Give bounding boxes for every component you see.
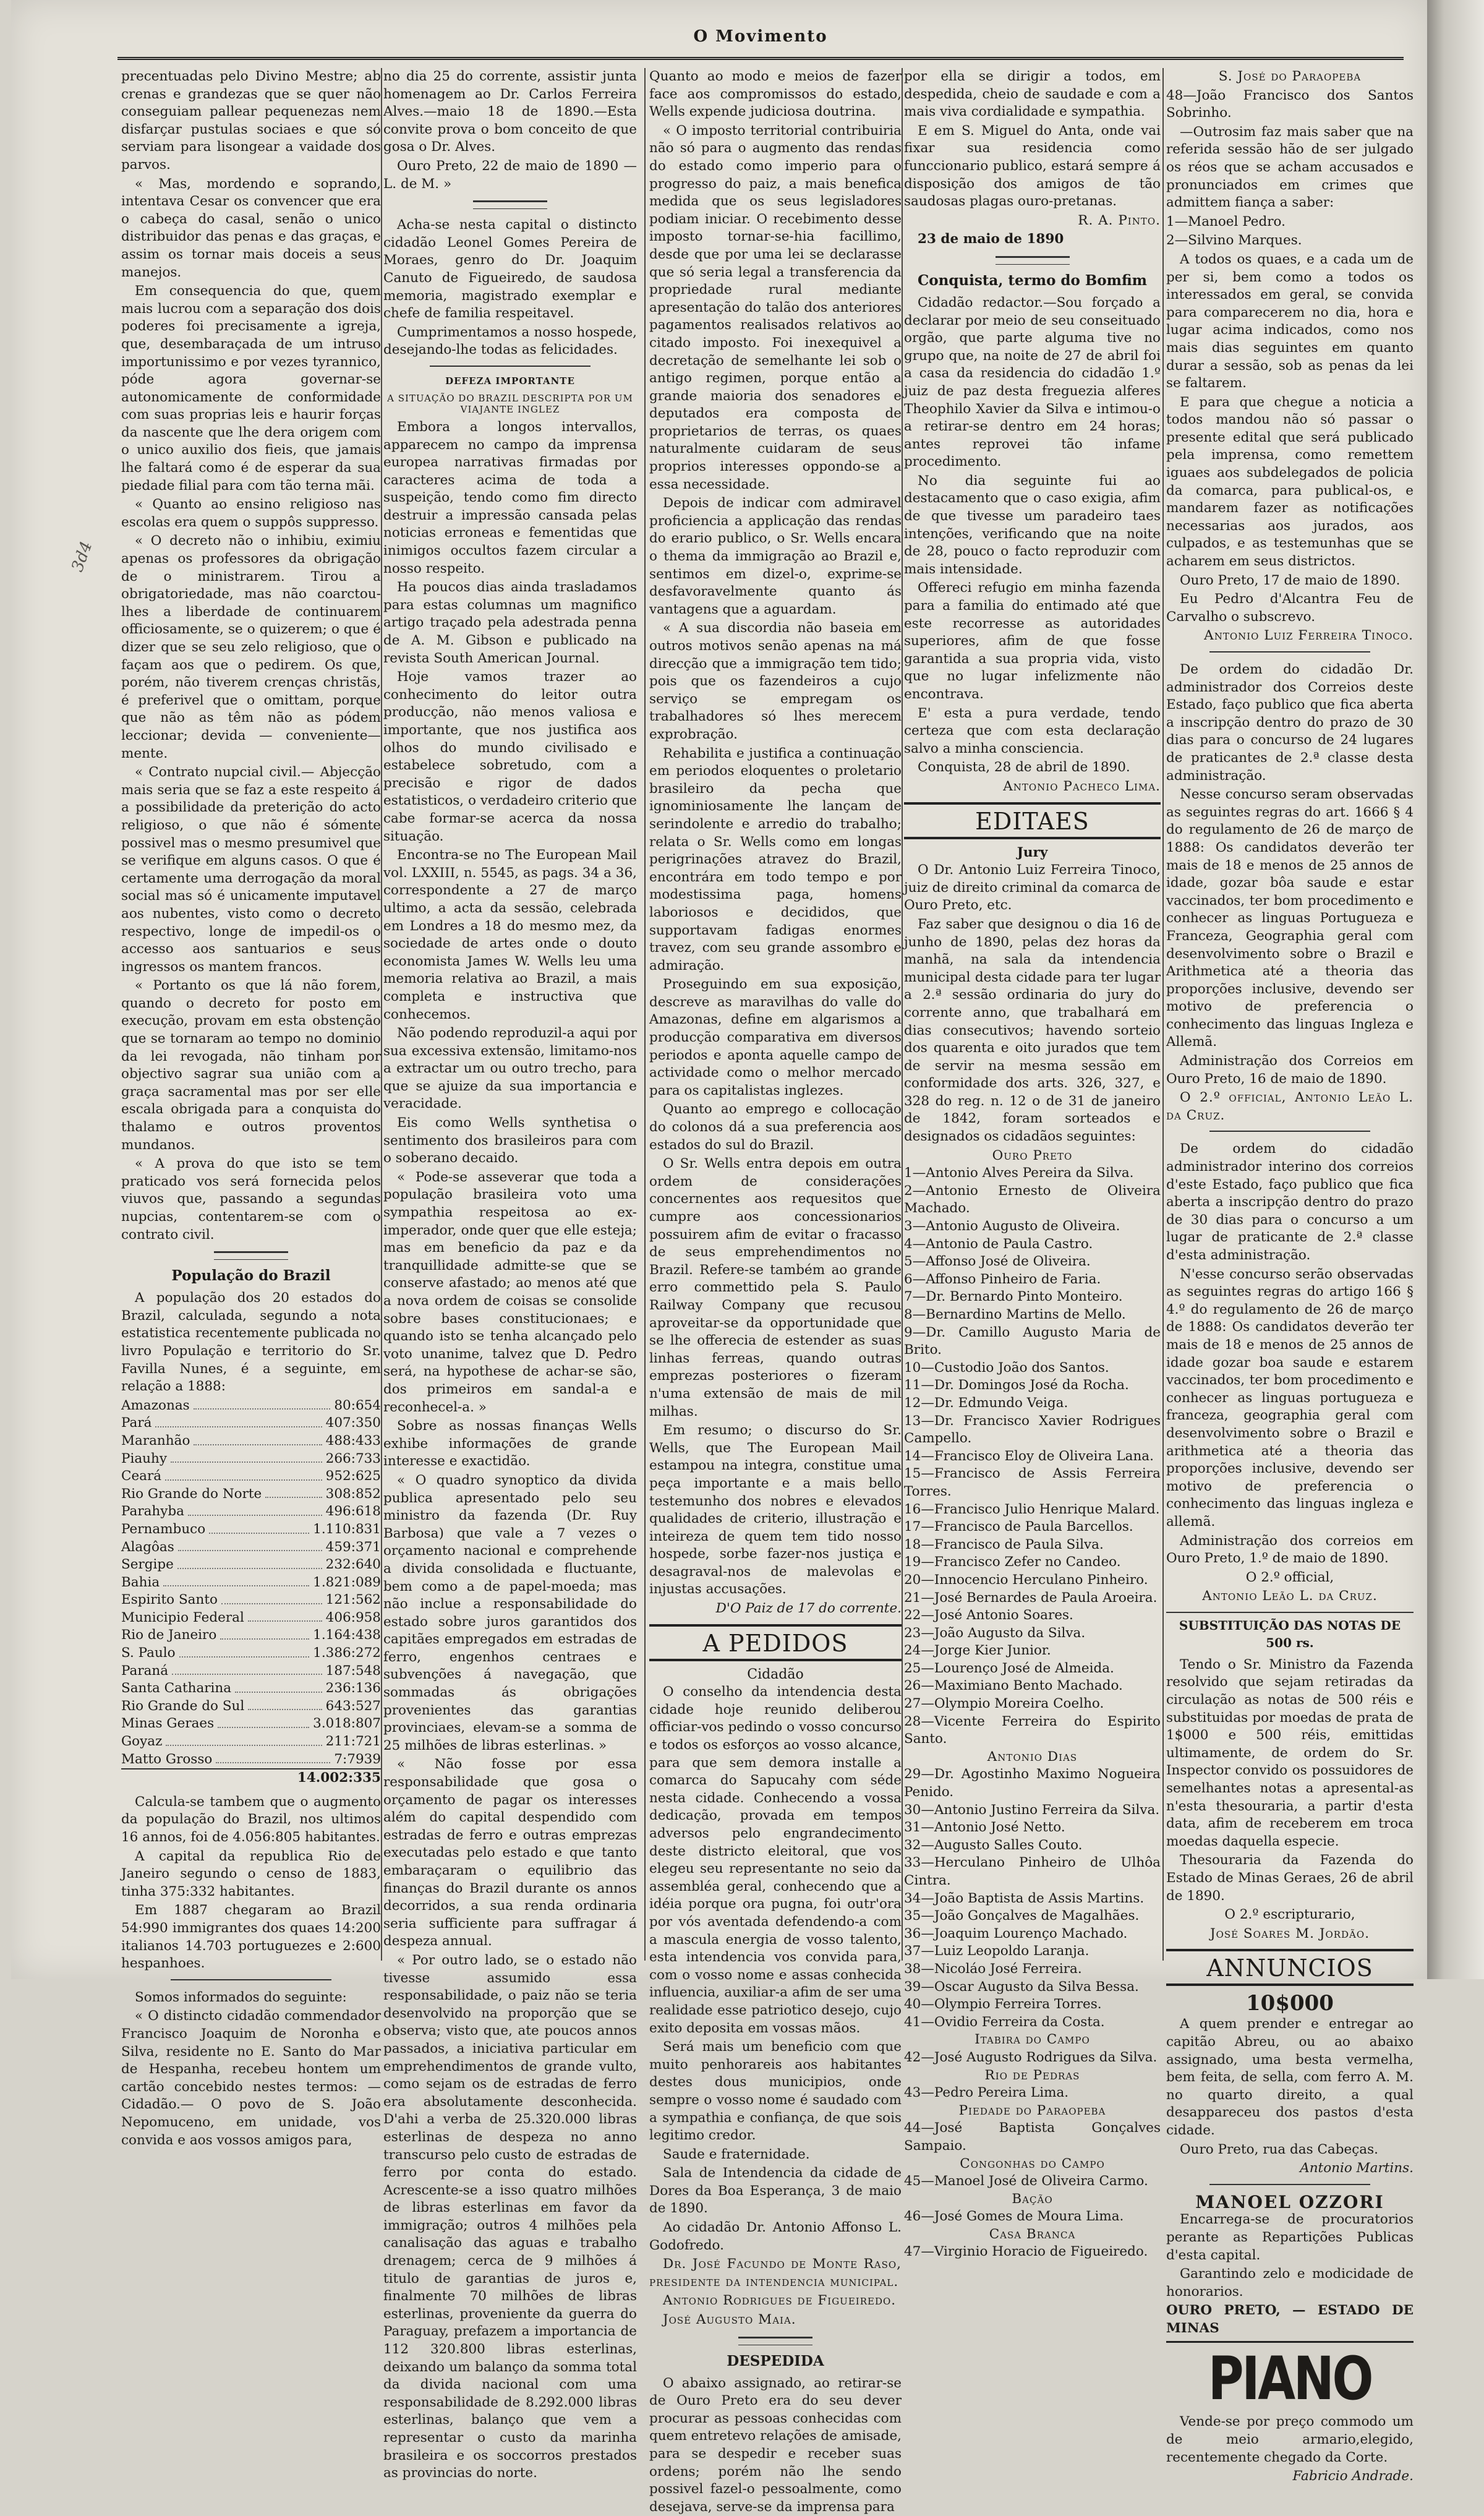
defeza-heading: DEFEZA IMPORTANTE	[445, 375, 575, 387]
leader-dots	[209, 1521, 309, 1534]
paragraph: « Não fosse por essa responsabilidade que gosa o orçamento de pagar os interesses além do capital despendido com estradas de ferro e outras emprezas executadas pelo estado e que tanto embaraçaram o equilibrio das finanças do Brazil durante os annos decorridos, a sua renda ordinaria seria sufficiente para suffragar á despeza annual.	[383, 1756, 637, 1949]
masthead-title: O Movimento	[693, 27, 828, 46]
signature: Fabricio Andrade.	[1292, 2468, 1414, 2484]
district-heading: S. José do Paraopeba	[1218, 69, 1362, 84]
state-value: 496:618	[325, 1504, 381, 1520]
apedidos-heading: A PEDIDOS	[649, 1624, 902, 1661]
paragraph: Calcula-se tambem que o augmento da população do Brazil, nos ultimos 16 annos, foi de 4.056:805 habitantes.	[121, 1794, 381, 1845]
paragraph: Ouro Preto, 17 de maio de 1890.	[1180, 572, 1401, 588]
population-total: 14.002:335	[121, 1768, 381, 1787]
state-value: 308:852	[325, 1486, 381, 1502]
editaes-heading: EDITAES	[904, 802, 1161, 839]
state-value: 1.821:089	[313, 1574, 381, 1590]
paragraph: Ouro Preto, rua das Cabeças.	[1180, 2141, 1378, 2157]
state-name: Minas Geraes	[121, 1716, 215, 1732]
district-heading: Casa Branca	[989, 2226, 1076, 2242]
leader-dots	[248, 1609, 322, 1622]
list-item: 1—Manoel Pedro.	[1166, 213, 1286, 229]
ornament-divider	[738, 2337, 812, 2345]
ornament-divider	[996, 256, 1070, 265]
paragraph: O Dr. Antonio Luiz Ferreira Tinoco, juiz de direito criminal da comarca de Ouro Preto, etc.	[904, 862, 1161, 914]
table-row	[121, 1715, 381, 1733]
list-item: 24—Jorge Kier Junior.	[904, 1643, 1051, 1659]
paragraph: Acha-se nesta capital o distincto cidadão Leonel Gomes Pereira de Moraes, genro do Dr. Joaquim Canuto de Figueiredo, de saudosa memoria, magistrado exemplar e chefe de familia respeitavel.	[383, 217, 637, 322]
state-value: 232:640	[325, 1557, 381, 1573]
district-heading: Rio de Pedras	[984, 2067, 1080, 2083]
state-value: 488:433	[325, 1432, 381, 1448]
column-1	[121, 68, 381, 2148]
paragraph: E' esta a pura verdade, tendo certeza que com esta declaração salvo a minha consciencia.	[904, 705, 1161, 756]
juror-list	[904, 1766, 1161, 2031]
list-item: 23—João Augusto da Silva.	[904, 1625, 1086, 1641]
paragraph: « O quadro synoptico da divida publica apresentado pelo seu ministro da fazenda (Dr. Ruy Barbosa) que vale a 7 vezes o orçamento nacional e comprehende a divida consolidada e fluctuante, bem como a de papel-moeda; mas não inclue a responsabilidade do estado sobre juros garantidos dos capitães empregados em estradas de ferro, engenhos centraes e subvenções á navegação, que sommadas ás obrigações provenientes das garantias provinciaes, elevam-se a somma de 25 milhões de libras esterlinas. »	[383, 1472, 637, 1753]
state-name: Paraná	[121, 1662, 169, 1679]
table-row	[121, 1539, 381, 1557]
table-row	[121, 1680, 381, 1698]
list-item: 27—Olympio Moreira Coelho.	[904, 1696, 1104, 1712]
state-value: 3.018:807	[313, 1716, 381, 1732]
table-row	[121, 1645, 381, 1662]
masthead-rule	[117, 57, 1404, 60]
state-value: 407:350	[325, 1415, 381, 1431]
list-item: 43—Pedro Pereira Lima.	[904, 2085, 1069, 2101]
list-item: 6—Affonso Pinheiro de Faria.	[904, 1271, 1101, 1287]
column-3	[649, 68, 902, 2515]
signature: O 2.º escripturario,	[1224, 1907, 1355, 1923]
list-item: 17—Francisco de Paula Barcellos.	[904, 1519, 1133, 1535]
paragraph: Encarrega-se de procuratorios perante as Repartições Publicas d'esta capital.	[1166, 2212, 1414, 2263]
signature: O 2.º official,	[1245, 1569, 1334, 1585]
state-name: Rio de Janeiro	[121, 1627, 217, 1643]
column-2	[383, 68, 637, 2481]
district-heading: Itabira do Campo	[974, 2032, 1090, 2048]
list-item: 34—João Baptista de Assis Martins.	[904, 1890, 1145, 1906]
table-row	[121, 1627, 381, 1645]
leader-dots	[166, 1733, 322, 1746]
leader-dots	[220, 1627, 309, 1640]
state-name: Sergipe	[121, 1557, 174, 1573]
state-value: 80:654	[334, 1397, 381, 1413]
paragraph: « O decreto não o inhibiu, eximiu apenas os professores da obrigação de o ministrarem. Tirou a obrigatoriedade, mas não coarctou-lhes a liberdade de continuarem officiosamente, se o quizerem; o que é dizer que se seu zelo religioso, que o façam aos que o pedirem. Os que, porém, não tiverem crenças christãs, é preferivel que o omittam, porque que não as têm não as pódem leccionar; devida — conveniente—mente.	[121, 533, 381, 761]
list-item: 41—Ovidio Ferreira da Costa.	[904, 2014, 1105, 2030]
table-row	[121, 1468, 381, 1486]
state-name: Rio Grande do Sul	[121, 1698, 245, 1714]
list-item: 7—Dr. Bernardo Pinto Monteiro.	[904, 1289, 1123, 1305]
signature: Antonio Rodrigues de Figueiredo.	[663, 2293, 897, 2309]
paragraph: E em S. Miguel do Anta, onde vai fixar sua residencia como funccionario publico, estará sempre á disposição dos amigos de tão saudosas plagas ouro-pretanas.	[904, 122, 1161, 210]
table-row	[121, 1698, 381, 1716]
table-row	[121, 1556, 381, 1574]
paragraph: Conquista, 28 de abril de 1890.	[918, 760, 1130, 776]
table-row	[121, 1609, 381, 1627]
state-value: 406:958	[325, 1609, 381, 1625]
signature: José Soares M. Jordão.	[1209, 1925, 1370, 1941]
divider	[1209, 651, 1370, 655]
paragraph: « Por outro lado, se o estado não tivesse assumido essa responsabilidade, o paiz não se teria desenvolvido na proporção que se observa; visto que, ate poucos annos passados, a iniciativa particular em emprehendimentos de grande vulto, como sejam os de estradas de ferro era absolutamente desconhecida. D'ahi a verba de 25.320.000 libras esterlinas de despeza no anno transcurso pelo custo de estradas de ferro por conta do estado. Acrescente-se a isso quatro milhões de libras esterlinas em favor da immigração; outros 4 milhões pela canalisação das aguas e trabalho drenagem; cerca de 9 milhões á titulo de garantias de juros e, finalmente 70 milhões de libras esterlinas, proveniente da guerra do Paraguay, prefazem a importancia de 112 320.800 libras esterlinas, deixando um balanço da somma total da divida nacional com uma responsabilidade de 8.292.000 libras esterlinas, balanço que vem a representar o custo da marinha brasileira e os soccorros prestados as provincias do norte.	[383, 1952, 637, 2481]
list-item: 48—João Francisco dos Santos Sobrinho.	[1166, 87, 1414, 121]
paragraph: OURO PRETO, — ESTADO DE MINAS	[1166, 2303, 1414, 2336]
column-rule	[644, 68, 646, 1961]
state-value: 7:7939	[334, 1751, 381, 1767]
paragraph: Saude e fraternidade.	[663, 2146, 810, 2162]
despedida-heading: DESPEDIDA	[727, 2352, 824, 2369]
cidadao-heading: Cidadão	[747, 1666, 804, 1682]
divider	[1209, 1131, 1370, 1134]
paragraph: Não podendo reproduzil-a aqui por sua excessiva extensão, limitamo-nos a extractar um ou outro trecho, para que se ajuize da sua importancia e veracidade.	[383, 1025, 637, 1112]
state-value: 1.110:831	[313, 1521, 381, 1537]
leader-dots	[248, 1698, 322, 1711]
paragraph: Proseguindo em sua exposição, descreve as maravilhas do valle do Amazonas, define em algarismos a producção comparativa em diversos periodos e aponta aquelle campo de actividade como o melhor mercado para os capitalistas inglezes.	[649, 977, 902, 1098]
annuncios-heading: ANNUNCIOS	[1166, 1949, 1414, 1986]
list-item: 16—Francisco Julio Henrique Malard.	[904, 1501, 1160, 1517]
paragraph: Vende-se por preço commodo um de meio armario,elegido, recentemente chegado da Corte.	[1166, 2414, 1414, 2465]
state-name: Ceará	[121, 1468, 162, 1484]
paragraph: Cidadão redactor.—Sou forçado a declarar por meio de seu conseituado orgão, que parte alguma tive no grupo que, na noite de 27 de abril foi a casa da residencia do cidadão 1.º juiz de paz desta freguezia alferes Theophilo Xavier da Silva e intimou-o a retirar-se dentro em 24 horas; antes reprovei tão infame procedimento.	[904, 294, 1161, 470]
divider	[1166, 2341, 1414, 2343]
paragraph: Ao cidadão Dr. Antonio Affonso L. Godofredo.	[649, 2220, 902, 2253]
table-row	[121, 1733, 381, 1751]
ornament-divider	[473, 200, 547, 209]
divider	[171, 1979, 331, 1983]
dateline: Ouro Preto, 22 de maio de 1890 — L. de M. »	[383, 158, 637, 192]
paragraph: Faz saber que designou o dia 16 de junho de 1890, pelas dez horas da manhã, na sala da intendencia municipal desta cidade para ter lugar a 2.ª sessão ordinaria do jury do corrente anno, que trabalhará em dias consecutivos; havendo sorteio dos quarenta e oito jurados que tem de servir na mesma sessão em conformidade dos arts. 326, 327, e 328 do reg. n. 12 o de 31 de janeiro de 1842, foram sorteados e designados os cidadãos seguintes:	[904, 916, 1161, 1145]
list-item: 5—Affonso José de Oliveira.	[904, 1254, 1091, 1270]
state-value: 266:733	[325, 1450, 381, 1466]
ornament-divider	[214, 1251, 288, 1260]
paragraph: Eu Pedro d'Alcantra Feu de Carvalho o subscrevo.	[1166, 591, 1414, 625]
substituicao-heading: SUBSTITUIÇÃO DAS NOTAS DE 500 rs.	[1166, 1612, 1414, 1651]
list-item: 18—Francisco de Paula Silva.	[904, 1536, 1104, 1552]
state-name: Amazonas	[121, 1397, 190, 1413]
leader-dots	[177, 1556, 322, 1569]
juror-list	[904, 2031, 1161, 2261]
state-name: Espirito Santo	[121, 1592, 218, 1608]
column-5	[1166, 68, 1414, 2484]
paragraph: Embora a longos intervallos, apparecem no campo da imprensa europea narrativas firmadas por caracteres acima de toda a suspeição, tendo como fim directo destruir a impressão cansada pelas noticias erroneas e fementidas que inimigos occultos fazem circular a nosso respeito.	[383, 419, 637, 576]
leader-dots	[235, 1680, 322, 1693]
leader-dots	[194, 1432, 322, 1445]
district-heading: Piedade do Paraopeba	[958, 2102, 1106, 2118]
state-name: Goyaz	[121, 1734, 163, 1750]
list-item: 45—Manoel José de Oliveira Carmo.	[904, 2173, 1148, 2189]
paragraph: Nesse concurso seram observadas as seguintes regras do art. 1666 § 4 do regulamento de 26 de março de 1888: Os candidatos deverão ter mais de 18 e menos de 25 annos de idade, gozar bôa saude e estar vaccinados, ter bom procedimento e conhecer as linguas Portugueza e Franceza, Geographia geral com desenvolvimento sobre o Brazil e Arithmetica até a theoria das proporções inclusive, devendo ser motivo de preferencia o conhecimento das linguas Ingleza e Allemã.	[1166, 787, 1414, 1050]
table-row	[121, 1486, 381, 1504]
state-value: 643:527	[325, 1698, 381, 1714]
leader-dots	[165, 1468, 322, 1481]
paragraph: Thesouraria da Fazenda do Estado de Minas Geraes, 26 de abril de 1890.	[1166, 1852, 1414, 1904]
paragraph: N'esse concurso serão observadas as seguintes regras do artigo 166 § 4.º do regulamento de 26 de março de 1888: Os candidatos deverão ter mais de 18 e menos de 25 annos de idade gozar boa saude e estarem vaccinados, ter bom procedimento e conhecer as linguas portugueza e franceza, geographia geral com desenvolvimento sobre o Brazil e arithmetica até a theoria das proporções inclusive, devendo ser motivo de preferencia o conhecimento das linguas ingleza e allemã.	[1166, 1266, 1414, 1530]
list-item: 32—Augusto Salles Couto.	[904, 1837, 1083, 1853]
reward-price: 10$000	[1246, 1991, 1334, 2016]
paragraph: Hoje vamos trazer ao conhecimento do leitor outra producção, não menos valiosa e importante, que nos justifica aos olhos do mundo civilisado e estabelece sobretudo, com a precisão e rigor de dados estatisticos, o verdadeiro criterio que cabe formar-se acerca da nossa situação.	[383, 669, 637, 844]
paragraph: « O imposto territorial contribuiria não só para o augmento das rendas do estado como imperio para o progresso do paiz, a mais benefica medida que os seus legisladores podiam iniciar. O recebimento desse imposto tornar-se-hia facillimo, desde que por uma lei se declarasse que só seria legal a transferencia da propriedade rural mediante apresentação do talão dos anteriores pagamentos realisados relativos ao citado imposto. Foi inexequivel a decretação de semelhante lei sob o antigo regimen, porque então a grande maioria dos senadores e deputados era composta de proprietarios de terras, os quaes naturalmente cuidaram de seus proprios interesses oppondo-se a essa necessidade.	[649, 122, 902, 492]
list-item: 14—Francisco Eloy de Oliveira Lana.	[904, 1448, 1154, 1464]
paragraph: O abaixo assignado, ao retirar-se de Ouro Preto era do seu dever procurar as pessoas conhecidas com quem entretevo relações de amisade, para se despedir e receber suas ordens; porém não lhe sendo possivel fazel-o pessoalmente, como desejava, serve-se da imprensa para	[649, 2375, 902, 2515]
leader-dots	[155, 1414, 322, 1427]
list-item: 29—Dr. Agostinho Maximo Nogueira Penido.	[904, 1766, 1161, 1800]
table-row	[121, 1503, 381, 1521]
list-item: 1—Antonio Alves Pereira da Silva.	[904, 1165, 1134, 1181]
table-row	[121, 1432, 381, 1450]
list-item: 22—José Antonio Soares.	[904, 1607, 1073, 1624]
leader-dots	[216, 1751, 330, 1764]
list-item: 10—Custodio João dos Santos.	[904, 1359, 1109, 1376]
population-heading: População do Brazil	[171, 1267, 331, 1285]
state-name: Municipio Federal	[121, 1609, 244, 1625]
jury-heading: Jury	[1017, 844, 1048, 860]
list-item: 8—Bernardino Martins de Mello.	[904, 1307, 1126, 1322]
state-name: Alagôas	[121, 1539, 174, 1555]
state-name: Piauhy	[121, 1450, 168, 1466]
signature: O 2.º official, Antonio Leão L. da Cruz.	[1166, 1090, 1414, 1123]
list-item: 12—Dr. Edmundo Veiga.	[904, 1395, 1068, 1411]
list-item: 4—Antonio de Paula Castro.	[904, 1236, 1093, 1252]
paragraph: E para que chegue a noticia a todos mandou não só passar o presente edital que será publicado pela imprensa, como remettem iguaes aos subdelegados de policia da comarca, para publical-os, e mandarem fazer as notificações necessarias aos jurados, aos culpados, e as testemunhas que se acharem em seus districtos.	[1166, 394, 1414, 570]
dateline: 23 de maio de 1890	[918, 231, 1064, 247]
leader-dots	[171, 1450, 322, 1463]
leader-dots	[188, 1503, 322, 1516]
list-item: 38—Nicoláo José Ferreira.	[904, 1961, 1082, 1977]
list-item: 42—José Augusto Rodrigues da Silva.	[904, 2049, 1158, 2065]
source-credit: D'O Paiz de 17 do corrente.	[715, 1601, 902, 1617]
list-item: 21—José Bernardes de Paula Aroeira.	[904, 1590, 1158, 1606]
signature: Dr. José Facundo de Monte Raso, presidente da intendencia municipal.	[649, 2256, 902, 2290]
paragraph: Garantindo zelo e modicidade de honorarios.	[1166, 2266, 1414, 2300]
list-item: 33—Herculano Pinheiro de Ulhôa Cintra.	[904, 1855, 1161, 1888]
paragraph: O conselho da intendencia desta cidade hoje reunido deliberou officiar-vos pedindo o vosso concurso e todos os esforços ao vosso alcance, para que sem demora installe a comarca do Sapucahy com séde nesta cidade. Conhecendo a vossa dedicação, provada em tempos adversos pelo engrandecimento deste districto eleitoral, que vos elegeu seu representante no seio da assembléa geral, conhecendo que a idéia porque ora pugna, foi outr'ora por vós aventada defendendo-a com a mascula energia de vosso talento, esta intendencia vos convida para, com o vosso nome e assas conhecida influencia, auxiliar-a afim de ser uma realidade esse patriotico desejo, cujo exito deposita em vossas mãos.	[649, 1684, 902, 2036]
paragraph: « Quanto ao ensino religioso nas escolas era quem o suppôs suppresso.	[121, 497, 381, 530]
paragraph: Em 1887 chegaram ao Brazil 54:990 immigrantes dos quaes 14:200 italianos 14.703 portuguezes e 2:600 hespanhoes.	[121, 1902, 381, 1972]
list-item: 47—Virginio Horacio de Figueiredo.	[904, 2244, 1148, 2260]
table-row	[121, 1751, 381, 1769]
paragraph: Sala de Intendencia da cidade de Dores da Boa Esperança, 3 de maio de 1890.	[649, 2165, 902, 2217]
paragraph: No dia seguinte fui ao destacamento que o caso exigia, afim de que tivesse um paradeiro taes intenções, verificando que na noite de 28, pouco o facto reproduzir com mais intensidade.	[904, 473, 1161, 577]
state-value: 1.386:272	[313, 1645, 381, 1661]
defeza-subheading: A SITUAÇÃO DO BRAZIL DESCRIPTA POR UM VIAJANTE INGLEZ	[387, 392, 633, 415]
list-item: 3—Antonio Augusto de Oliveira.	[904, 1218, 1120, 1234]
table-row	[121, 1450, 381, 1468]
leader-dots	[221, 1591, 322, 1604]
margin-note: 3d4	[68, 539, 96, 575]
column-rule	[381, 68, 382, 1961]
divider	[1209, 2184, 1370, 2188]
state-name: Rio Grande do Norte	[121, 1486, 262, 1502]
list-item: 15—Francisco de Assis Ferreira Torres.	[904, 1466, 1161, 1499]
leader-dots	[163, 1574, 309, 1587]
state-name: Parahyba	[121, 1504, 184, 1520]
paragraph: « Contrato nupcial civil.— Abjecção mais seria que se faz a este respeito á a possibilidade da preterição do acto religioso, o que não é sómente possivel mas o mesmo presumivel que se verifique em alguns casos. O que é certamente uma derrogação da moral social mas só é unicamente imputavel aos nubentes, visto como o decreto respectivo, longe de impedil-os o accesso aos santuarios e seus ingressos os mantem francos.	[121, 764, 381, 975]
table-row	[121, 1521, 381, 1539]
divider	[430, 366, 591, 369]
paragraph: Tendo o Sr. Ministro da Fazenda resolvido que sejam retiradas da circulação as notas de 500 réis e substituidas por moedas de prata de 1$000 e 500 réis, emittidas ultimamente, de ordem do Sr. Inspector convido os possuidores de semelhantes notas a apresental-as n'esta thesouraria, a partir d'esta data, afim de receberem em troca moedas daquella especie.	[1166, 1656, 1414, 1849]
list-item: 13—Dr. Francisco Xavier Rodrigues Campello.	[904, 1413, 1161, 1447]
paragraph: Em resumo; o discurso do Sr. Wells, que The European Mail estampou na integra, constitue uma peça importante e a mais bello testemunho dos nobres e elevados qualidades de criterio, illustração e inteireza de quem tem tido nosso hospede, sorbe fazer-nos justiça e desagraval-nos de malevolas e injustas accusações.	[649, 1423, 902, 1598]
paragraph: Administração dos Correios em Ouro Preto, 16 de maio de 1890.	[1166, 1053, 1414, 1087]
column-rule	[902, 68, 903, 1961]
signature: Antonio Pacheco Lima.	[1003, 778, 1161, 794]
list-item: 36—Joaquim Lourenço Machado.	[904, 1925, 1128, 1941]
paragraph: precentuadas pelo Divino Mestre; ab crenas e grandezas que se quer não conseguiam pallear pequenezas nem disfarçar pustulas sociaes e que só serviam para lisongear a vaidade dos parvos.	[121, 69, 381, 173]
list-item: 46—José Gomes de Moura Lima.	[904, 2209, 1124, 2225]
conquista-heading: Conquista, termo do Bomfim	[917, 272, 1148, 289]
list-item: 2—Antonio Ernesto de Oliveira Machado.	[904, 1183, 1161, 1217]
signature: Antonio Luiz Ferreira Tinoco.	[1204, 628, 1414, 644]
district-heading: Bação	[1012, 2191, 1053, 2207]
leader-dots	[218, 1715, 309, 1728]
paragraph: Depois de indicar com admiravel proficiencia a applicação das rendas do erario publico, o Sr. Wells encara o thema da immigração ao Brazil e, sentimos em dizel-o, exprime-se desfavoravelmente quanto ás vantagens que a aguardam.	[649, 495, 902, 617]
list-item: 9—Dr. Camillo Augusto Maria de Brito.	[904, 1324, 1161, 1358]
paragraph: Administração dos correios em Ouro Preto, 1.º de maio de 1890.	[1166, 1533, 1414, 1567]
list-item: 31—Antonio José Netto.	[904, 1820, 1065, 1836]
list-item: 39—Oscar Augusto da Silva Bessa.	[904, 1979, 1139, 1995]
list-item: 35—João Gonçalves de Magalhães.	[904, 1908, 1140, 1924]
table-row	[121, 1662, 381, 1680]
paragraph: Quanto ao emprego e collocação do colonos dá a sua preferencia aos estados do sul do Brazil.	[649, 1102, 902, 1153]
leader-dots	[265, 1486, 322, 1499]
paragraph: Rehabilita e justifica a continuação em periodos eloquentes o proletario brasileiro da pecha que ignominiosamente lhe lançam de serindolente e arredio do trabalho; relata o Sr. Wells como em longas perigrinações atravez do Brazil, encontrára em todo tempo e por modestissima paga, homens laboriosos e decididos, que supportavam fadigas enormes travez, com seu grande assombro e admiração.	[649, 745, 902, 973]
paragraph: Em consequencia do que, quem mais lucrou com a separação dos dois poderes foi precisamente a igreja, que, desembaraçada de um intruso importunissimo e por vezes tyrannico, póde agora governar-se autonomicamente de conformidade com suas proprias leis e haurir forças da nascente que lhe dera origem com o unico auxilio dos fieis, que jamais lhe faltará como é de esperar da sua piedade filial para com tão terna mãi.	[121, 283, 381, 494]
column-rule	[1162, 68, 1164, 1961]
paragraph: « A sua discordia não baseia em outros motivos senão apenas na má direcção que a immigração tem tido; pois que os fazendeiros a cujo serviço se empregam os trabalhadores só lhes merecem exprobração.	[649, 620, 902, 742]
paragraph: O Sr. Wells entra depois em outra ordem de considerações concernentes aos requesitos que cumpre aos concessionarios possuirem afim de evitar o fracasso de seus emprehendimentos no Brazil. Refere-se também ao grande erro commettido pela S. Paulo Railway Company que recusou aproveitar-se da opportunidade que se lhe offerecia de estender as suas linhas ferreas, quando outras emprezas posteriores o fizeram n'uma extensão de mais de mil milhas.	[649, 1156, 902, 1419]
state-name: Maranhão	[121, 1432, 190, 1448]
paragraph: « Pode-se asseverar que toda a população brasileira voto uma sympathia respeitosa ao ex-imperador, onde quer que elle esteja; mas em beneficio da paz e da tranquillidade admitte-se que se conserve afastado; ao menos até que a nova ordem de coisas se consolide sobre bases constitucionaes; e quando isto se tenha alcançado pelo voto unanime, talvez que D. Pedro será, na hypothese de achar-se são, dos primeiros em sandal-a e reconhecel-a. »	[383, 1169, 637, 1415]
signature: R. A. Pinto.	[1078, 212, 1161, 228]
list-item: 11—Dr. Domingos José da Rocha.	[904, 1377, 1129, 1393]
leader-dots	[172, 1662, 322, 1675]
list-item: 2—Silvino Marques.	[1166, 233, 1302, 249]
state-value: 236:136	[325, 1680, 381, 1697]
paragraph: Será mais um beneficio com que muito penhorareis aos habitantes destes dous municipios, onde sempre o vosso nome é saudado com a sympathia e confiança, de que sois legitimo credor.	[649, 2039, 902, 2144]
paragraph: A capital da republica Rio de Janeiro segundo o censo de 1883, tinha 375:332 habitantes.	[121, 1848, 381, 1899]
leader-dots	[178, 1539, 322, 1552]
paragraph: Sobre as nossas finanças Wells exhibe informações de grande interesse e exactidão.	[383, 1418, 637, 1470]
paragraph: A população dos 20 estados do Brazil, calculada, segundo a nota estatistica recentemente publicada no livro População e territorio do Sr. Favilla Nunes, é a seguinte, em relação a 1888:	[121, 1290, 381, 1395]
state-name: Santa Catharina	[121, 1680, 232, 1697]
paragraph: De ordem do cidadão Dr. administrador dos Correios deste Estado, faço publico que fica aberta a inscripção dentro do prazo de 30 dias para o concurso de 24 lugares de praticantes de 2.ª classe desta administração.	[1166, 662, 1414, 784]
paragraph: por ella se dirigir a todos, em despedida, cheio de saudade e com a mais viva cordialidade e sympathia.	[904, 69, 1161, 120]
piano-heading: PIANO	[1208, 2344, 1372, 2414]
list-item: 30—Antonio Justino Ferreira da Silva.	[904, 1802, 1160, 1818]
signature: Antonio Martins.	[1300, 2160, 1414, 2176]
paragraph: « O distincto cidadão commendador Francisco Joaquim de Noronha e Silva, residente no E. Santo do Mar de Hespanha, recebeu hontem um cartão concebido nestes termos: —Cidadão.— O povo de S. João Nepomuceno, em unidade, vos convida e aos vossos amigos para,	[121, 2008, 381, 2148]
paragraph: Encontra-se no The European Mail vol. LXXIII, n. 5545, as pags. 34 a 36, correspondente a 27 de março ultimo, a acta da sessão, celebrada em Londres a 18 do mesmo mez, da sociedade de artes onde o douto economista James W. Wells leu uma memoria relativa ao Brazil, a mais completa e instructiva que conhecemos.	[383, 847, 637, 1022]
paragraph: Quanto ao modo e meios de fazer face aos compromissos do estado, Wells expende judiciosa doutrina.	[649, 69, 902, 120]
leader-dots	[179, 1645, 310, 1658]
table-row	[121, 1397, 381, 1415]
paragraph: Eis como Wells synthetisa o sentimento dos brasileiros para com o soberano decaido.	[383, 1115, 637, 1166]
paragraph: « Portanto os que lá não forem, quando o decreto for posto em execução, provam em esta obstenção que se tornaram ao tempo no dominio da lei revogada, não tinham por objectivo sagrar sua união com a graça sacramental mas por ser elle escala obrigada para a conquista do thalamo e outros proventos mundanos.	[121, 978, 381, 1153]
state-value: 459:371	[325, 1539, 381, 1555]
signature: Antonio Leão L. da Cruz.	[1202, 1588, 1378, 1604]
district-heading: Ouro Preto	[992, 1147, 1073, 1163]
paragraph: « A prova do que isto se tem praticado vos será fornecida pelos viuvos que, passando a segundas nupcias, contentarem-se com o contrato civil.	[121, 1156, 381, 1243]
list-item: 37—Luiz Leopoldo Laranja.	[904, 1943, 1090, 1959]
list-item: 20—Innocencio Herculano Pinheiro.	[904, 1572, 1148, 1588]
paragraph: A quem prender e entregar ao capitão Abreu, ou ao abaixo assignado, uma besta vermelha, bem feita, de sella, com ferro A. M. no quarto direito, a qual desappareceu dos pastos d'esta cidade.	[1166, 2016, 1414, 2138]
manoel-heading: MANOEL OZZORI	[1195, 2191, 1384, 2212]
state-value: 1.164:438	[313, 1627, 381, 1643]
paragraph: Somos informados do seguinte:	[135, 1989, 347, 2005]
state-name: S. Paulo	[121, 1645, 176, 1661]
juror-list	[904, 1165, 1161, 1748]
population-table	[121, 1397, 381, 1768]
paragraph: Cumprimentamos a nosso hospede, desejando-lhe todas as felicidades.	[383, 324, 637, 358]
list-item: 19—Francisco Zefer no Candeo.	[904, 1554, 1121, 1570]
column-4	[904, 68, 1161, 2260]
signature: José Augusto Maia.	[663, 2312, 796, 2328]
table-row	[121, 1574, 381, 1592]
list-item: 25—Lourenço José de Almeida.	[904, 1660, 1114, 1676]
state-value: 187:548	[325, 1662, 381, 1679]
table-row	[121, 1414, 381, 1432]
paragraph: De ordem do cidadão administrador interino dos correios d'este Estado, faço publico que fica aberta a inscripção dentro do prazo de 30 dias para o concurso a um lugar de praticante de 2.ª classe d'esta administração.	[1166, 1141, 1414, 1263]
state-name: Bahia	[121, 1574, 160, 1590]
paragraph: A todos os quaes, e a cada um de per si, bem como a todos os interessados em geral, se convida para comparecerem no dia, hora e lugar acima indicados, como nos mais dias seguintes em quanto durar a sessão, sob as penas da lei se faltarem.	[1166, 251, 1414, 392]
list-item: 26—Maximiano Bento Machado.	[904, 1678, 1123, 1694]
list-item: 44—José Baptista Gonçalves Sampaio.	[904, 2120, 1161, 2154]
state-name: Pará	[121, 1415, 152, 1431]
scan-edge	[1427, 0, 1484, 1979]
state-name: Matto Grosso	[121, 1751, 213, 1767]
state-value: 121:562	[325, 1592, 381, 1608]
paragraph: no dia 25 do corrente, assistir junta homenagem ao Dr. Carlos Ferreira Alves.—maio 18 de 1890.—Esta convite prova o bom conceito de que gosa o Dr. Alves.	[383, 69, 637, 155]
list-item: 28—Vicente Ferreira do Espirito Santo.	[904, 1713, 1161, 1747]
state-value: 211:721	[325, 1734, 381, 1750]
state-value: 952:625	[325, 1468, 381, 1484]
list-item: 40—Olympio Ferreira Torres.	[904, 1996, 1102, 2013]
state-name: Pernambuco	[121, 1521, 206, 1537]
district-heading: Congonhas do Campo	[960, 2155, 1105, 2172]
paragraph: Offereci refugio em minha fazenda para a familia do entimado até que este recorresse as autoridades superiores, afim de que fosse garantida a sua propria vida, visto que no lugar infelizmente não encontrava.	[904, 580, 1161, 702]
paragraph: « Mas, mordendo e soprando, intentava Cesar os convencer que era o cabeça do casal, senão o unico distribuidor das penas e das graças, e assim os tornar mais doceis a seus manejos.	[121, 176, 381, 280]
paragraph: Ha poucos dias ainda trasladamos para estas columnas um magnifico artigo traçado pela adestrada penna de A. M. Gibson e publicado na revista South American Journal.	[383, 580, 637, 666]
paragraph: —Outrosim faz mais saber que na referida sessão hão de ser julgado os réos que se acham accusados e pronunciados em crimes que admittem fiança a saber:	[1166, 124, 1414, 211]
table-row	[121, 1591, 381, 1609]
leader-dots	[194, 1397, 331, 1410]
district-heading: Antonio Dias	[987, 1748, 1078, 1765]
